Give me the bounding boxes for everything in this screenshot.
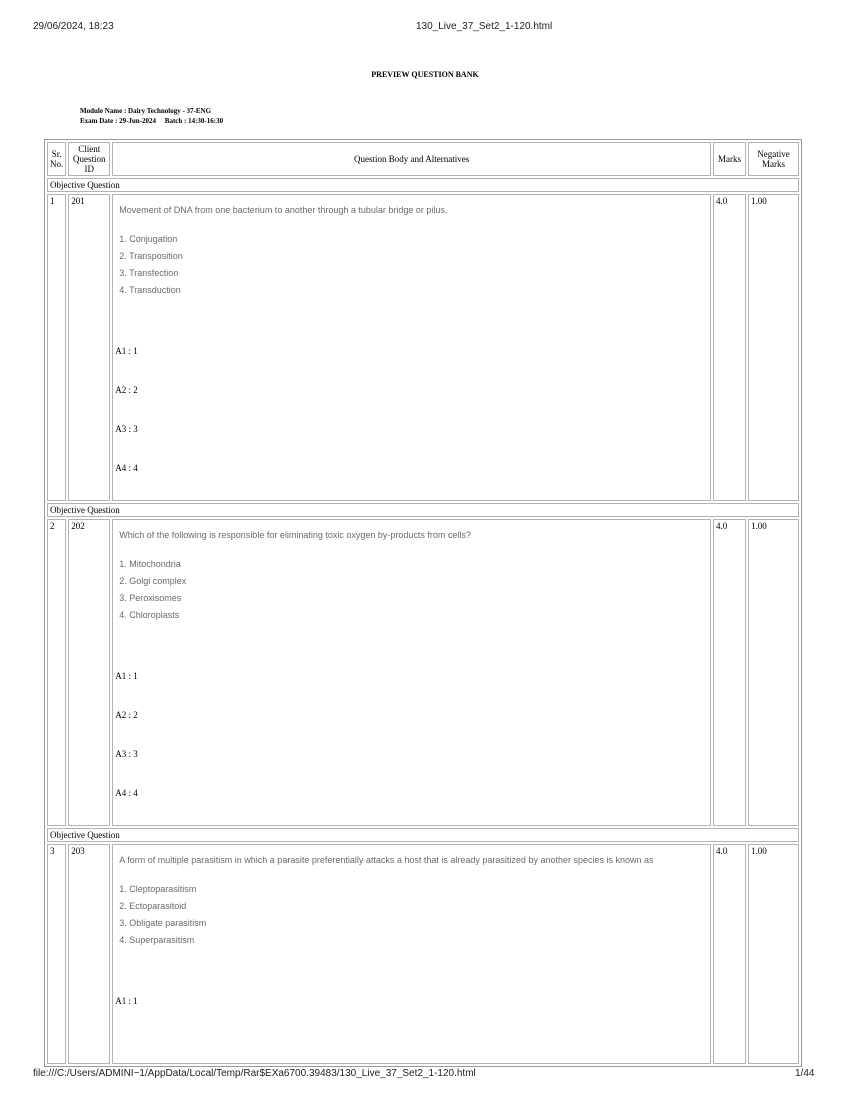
answer-label: A1 : 1 xyxy=(115,346,138,356)
section-row xyxy=(47,178,799,192)
exam-date-batch: Exam Date : 29-Jun-2024 Batch : 14:30-16:30 xyxy=(80,117,224,125)
option-item: 4. Chloroplasts xyxy=(119,610,180,620)
option-item: 4. Transduction xyxy=(119,285,181,295)
print-filename: 130_Live_37_Set2_1-120.html xyxy=(416,21,553,32)
header-question-body: Question Body and Alternatives xyxy=(112,142,711,176)
question-row xyxy=(47,194,799,501)
options-list xyxy=(119,881,708,949)
question-body-cell xyxy=(112,519,711,826)
question-text: Which of the following is responsible for eliminating toxic oxygen by-products from cells? xyxy=(119,530,471,540)
option-item: 3. Obligate parasitism xyxy=(119,918,207,928)
question-row xyxy=(47,519,799,826)
marks-cell: 4.0 xyxy=(713,519,746,826)
option-item: 3. Peroxisomes xyxy=(119,593,182,603)
print-page-number: 1/44 xyxy=(795,1068,815,1079)
negative-marks-cell: 1.00 xyxy=(748,844,799,1064)
question-table xyxy=(44,139,802,1067)
answer-label: A2 : 2 xyxy=(115,385,138,395)
option-item: 1. Mitochondria xyxy=(119,559,181,569)
header-negative-marks: Negative Marks xyxy=(748,142,799,176)
negative-marks-cell: 1.00 xyxy=(748,194,799,501)
section-label: Objective Question xyxy=(47,828,799,842)
print-datetime: 29/06/2024, 18:23 xyxy=(33,21,114,32)
options-list xyxy=(119,556,708,624)
header-client-question-id: Client Question ID xyxy=(68,142,110,176)
option-item: 4. Superparasitism xyxy=(119,935,195,945)
client-id-cell: 201 xyxy=(68,194,110,501)
section-row xyxy=(47,503,799,517)
sr-no-cell: 2 xyxy=(47,519,66,826)
client-id-cell: 203 xyxy=(68,844,110,1064)
option-item: 2. Golgi complex xyxy=(119,576,187,586)
answer-label: A3 : 3 xyxy=(115,749,138,759)
client-id-cell: 202 xyxy=(68,519,110,826)
answer-label: A2 : 2 xyxy=(115,710,138,720)
section-label: Objective Question xyxy=(47,503,799,517)
answer-label: A4 : 4 xyxy=(115,788,138,798)
answer-label: A1 : 1 xyxy=(115,996,138,1006)
marks-cell: 4.0 xyxy=(713,844,746,1064)
answer-label: A4 : 4 xyxy=(115,463,138,473)
header-marks: Marks xyxy=(713,142,746,176)
question-row xyxy=(47,844,799,1064)
question-text: Movement of DNA from one bacterium to another through a tubular bridge or pilus. xyxy=(119,205,448,215)
option-item: 1. Cleptoparasitism xyxy=(119,884,197,894)
marks-cell: 4.0 xyxy=(713,194,746,501)
sr-no-cell: 3 xyxy=(47,844,66,1064)
page-title: PREVIEW QUESTION BANK xyxy=(371,70,479,79)
option-item: 3. Transfection xyxy=(119,268,179,278)
option-item: 1. Conjugation xyxy=(119,234,178,244)
question-text: A form of multiple parasitism in which a parasite preferentially attacks a host that is already parasitized by another species is known as xyxy=(119,855,654,865)
options-list xyxy=(119,231,708,299)
question-body-cell xyxy=(112,194,711,501)
module-name: Module Name : Dairy Technology - 37-ENG xyxy=(80,107,212,115)
sr-no-cell: 1 xyxy=(47,194,66,501)
option-item: 2. Transposition xyxy=(119,251,183,261)
section-row xyxy=(47,828,799,842)
question-rows xyxy=(47,178,799,1064)
header-sr-no: Sr. No. xyxy=(47,142,66,176)
option-item: 2. Ectoparasitoid xyxy=(119,901,187,911)
answer-label: A1 : 1 xyxy=(115,671,138,681)
question-body-cell xyxy=(112,844,711,1064)
header-row xyxy=(47,142,799,176)
section-label: Objective Question xyxy=(47,178,799,192)
negative-marks-cell: 1.00 xyxy=(748,519,799,826)
answer-label: A3 : 3 xyxy=(115,424,138,434)
print-file-path: file:///C:/Users/ADMINI~1/AppData/Local/Temp/Rar$EXa6700.39483/130_Live_37_Set2_1-120.html xyxy=(33,1068,476,1079)
